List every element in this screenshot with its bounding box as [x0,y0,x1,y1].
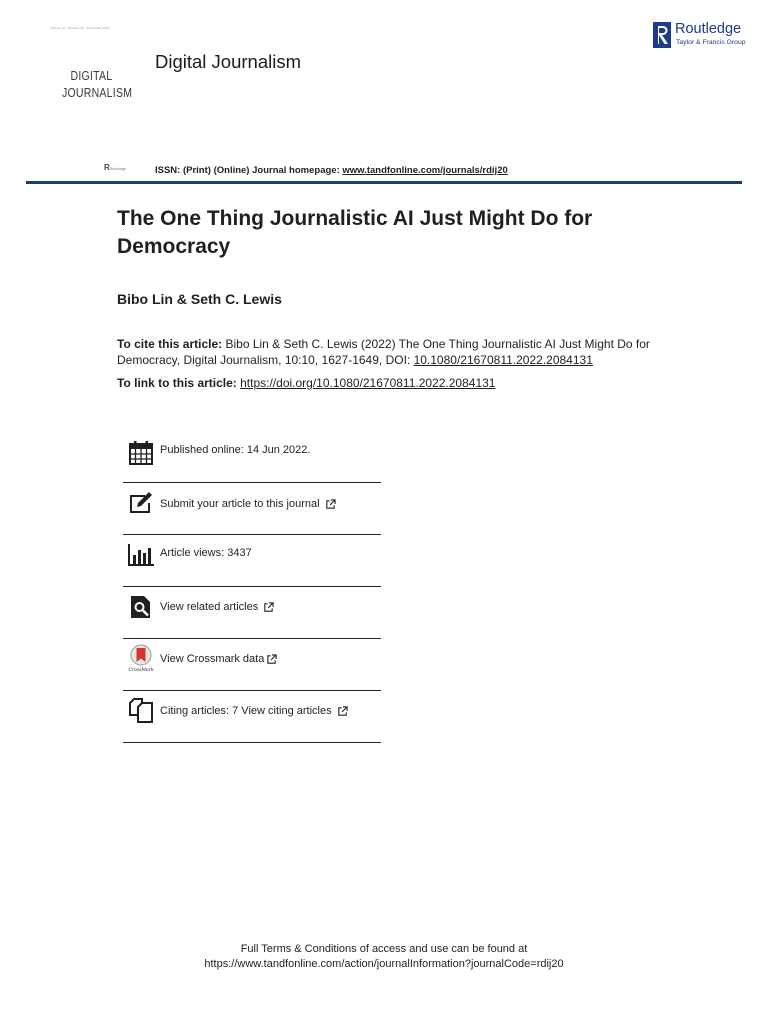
article-views-row [123,535,381,587]
terms-line: Full Terms & Conditions of access and use can be found at [240,943,528,955]
cite-text: Bibo Lin & Seth C. Lewis (2022) The One Thing Journalistic AI Just Might Do for Democracy, Digital Journalism, 10:10, 1627-1649, DOI: [117,337,650,367]
citing-documents-icon [127,696,155,724]
article-views: Article views: 3437 [160,547,252,559]
tiny-publisher-name: Routledge [109,167,126,171]
external-link-icon [337,706,348,717]
calendar-icon [127,439,155,467]
related-articles-row[interactable] [123,587,381,639]
issn-line [155,165,508,176]
tiny-publisher-logo [104,157,134,175]
submit-article-row[interactable] [123,483,381,535]
publisher-name: Routledge [675,21,742,37]
citing-articles-row[interactable] [123,691,381,743]
journal-homepage-link[interactable]: www.tandfonline.com/journals/rdij20 [342,165,508,176]
crossmark-row[interactable] [123,639,381,691]
doi-link[interactable]: 10.1080/21670811.2022.2084131 [413,353,593,367]
terms-url[interactable]: https://www.tandfonline.com/action/journalInformation?journalCode=rdij20 [204,958,564,970]
citing-articles-link[interactable]: Citing articles: 7 View citing articles [160,705,332,717]
crossmark-logo-text: CrossMark [128,668,154,672]
bar-chart-icon [127,541,155,569]
submit-article-link[interactable]: Submit your article to this journal [160,498,320,510]
cite-label: To cite this article: [117,337,223,351]
link-line [117,376,495,390]
article-title: The One Thing Journalistic AI Just Might Do for Democracy [117,207,593,258]
related-articles-link[interactable]: View related articles [160,601,259,613]
routledge-r-icon [653,22,671,48]
crossmark-icon [127,644,155,672]
external-link-icon [325,499,336,510]
routledge-logo[interactable] [653,21,753,51]
citation-block [117,336,677,368]
journal-title: Digital Journalism [155,51,301,72]
article-info-list [123,431,381,743]
published-date: Published online: 14 Jun 2022. [160,444,311,456]
header-divider [26,181,742,184]
issn-label: ISSN: (Print) (Online) Journal homepage: [155,165,343,176]
crossmark-link[interactable]: View Crossmark data [160,653,265,665]
terms-footer [0,942,768,972]
link-label: To link to this article: [117,376,241,390]
journal-cover-logo [62,68,133,102]
external-link-icon [263,602,274,613]
external-link-icon [266,654,277,665]
edit-icon [127,490,155,518]
cover-logo-line1: DIGITAL [70,69,113,83]
published-row [123,431,381,483]
article-doi-url-link[interactable]: https://doi.org/10.1080/21670811.2022.2084131 [240,376,496,390]
tiny-r-mark: R [104,163,110,172]
publisher-group: Taylor & Francis Group [676,39,746,46]
cover-issue-line: Volume 10 · Number 10 · December 2022 [50,26,110,30]
cover-logo-line2: JOURNALISM [62,86,133,100]
document-search-icon [127,593,155,621]
article-authors: Bibo Lin & Seth C. Lewis [117,291,282,307]
